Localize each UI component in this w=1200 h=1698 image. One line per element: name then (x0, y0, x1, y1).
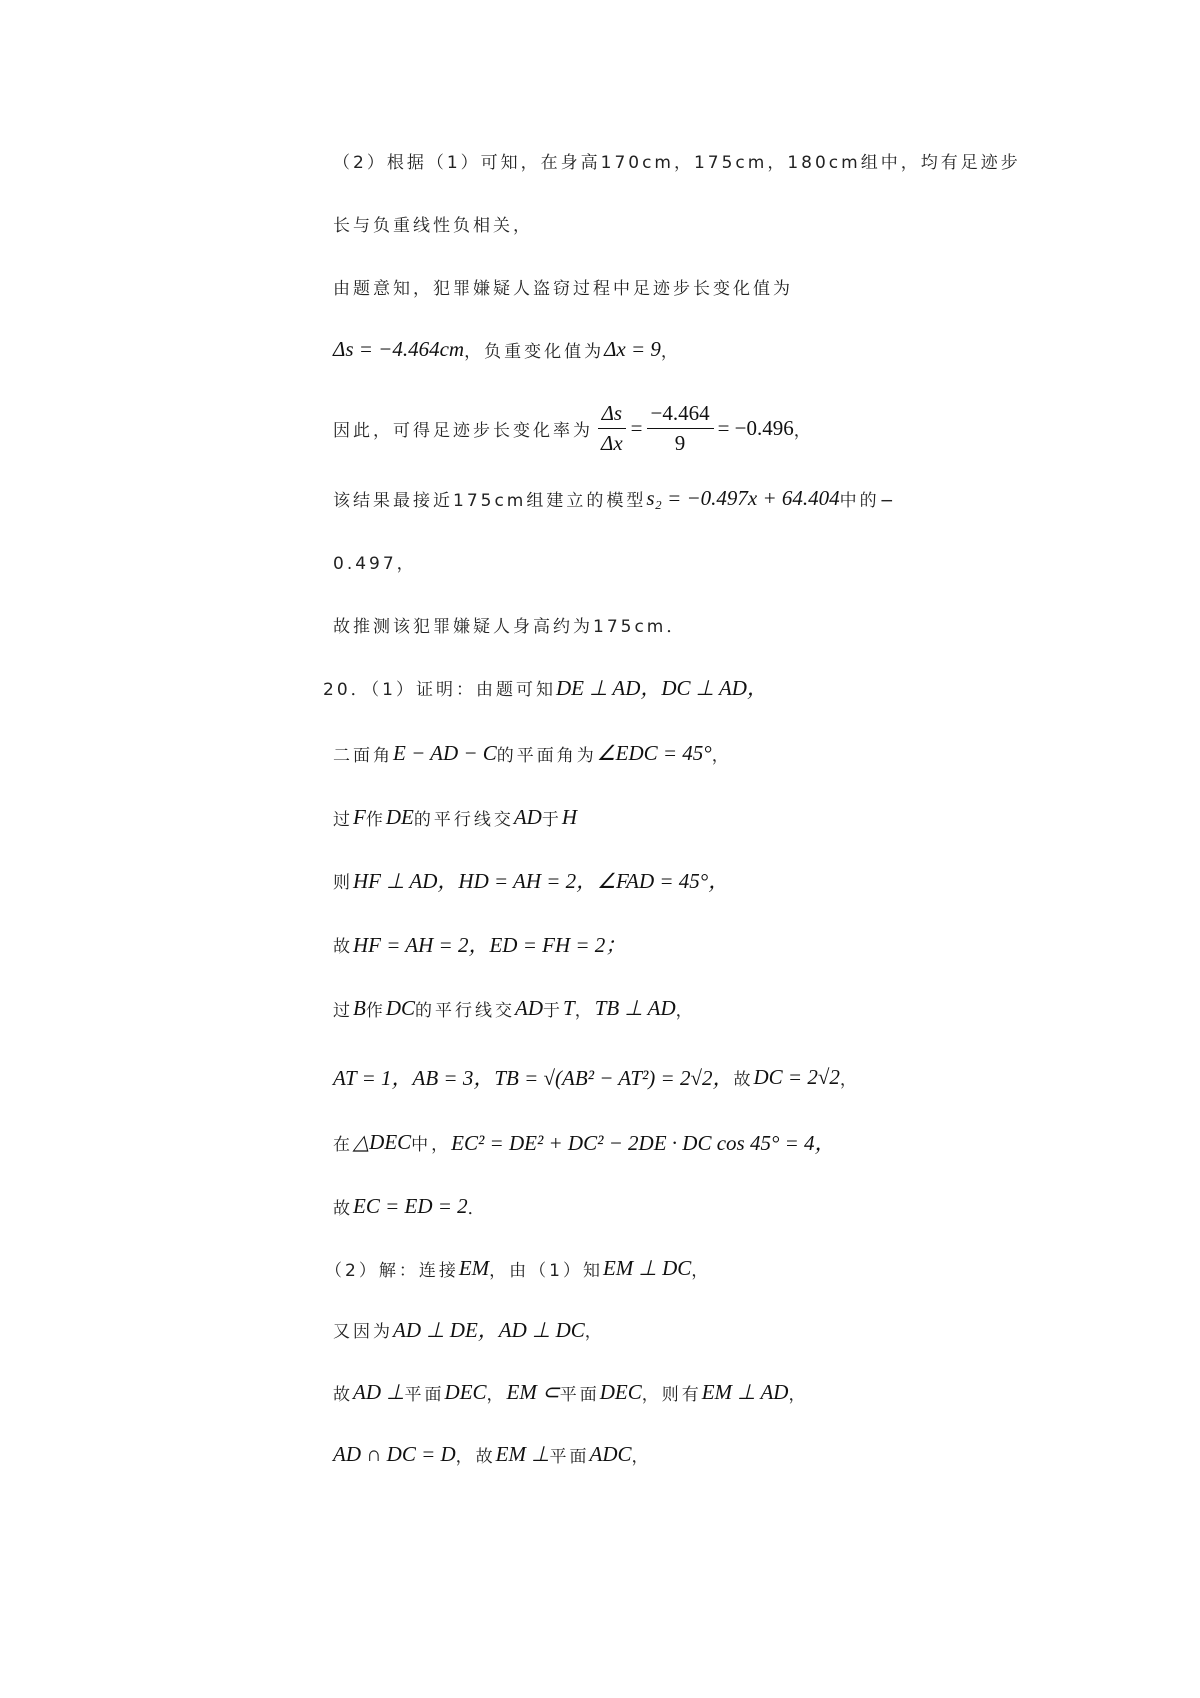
math-operator: = (630, 415, 643, 440)
text-line (333, 924, 626, 964)
math-expression: EM ⊥ AD (701, 1379, 789, 1404)
text-segment: ， (839, 1069, 860, 1090)
math-expression: = −0.496 (717, 415, 794, 440)
math-expression: AD ⊥ (353, 1379, 405, 1404)
text-line (333, 140, 1021, 180)
math-expression: H (561, 804, 577, 829)
text-segment: 二面角 (333, 745, 393, 766)
text-segment: 于 (543, 1000, 564, 1021)
math-expression: EM ⊥ (495, 1441, 550, 1466)
text-segment: 作 (365, 1000, 386, 1021)
text-segment: 平面 (549, 1446, 590, 1467)
text-segment: 故推测该犯罪嫌疑人身高约为175cm． (333, 616, 687, 637)
math-expression: s₂ = −0.497x + 64.404 (646, 485, 840, 510)
text-line (333, 1057, 860, 1097)
text-segment: ， (675, 1000, 696, 1021)
text-line (333, 203, 533, 243)
text-segment: 的平行线交 (413, 809, 514, 830)
text-line (333, 1122, 836, 1162)
text-line (333, 988, 696, 1028)
text-segment: ， (574, 1000, 595, 1021)
fraction-denominator: 9 (674, 430, 686, 455)
math-expression: DE ⊥ AD，DC ⊥ AD， (555, 676, 768, 700)
math-expression: AD ⊥ DE，AD ⊥ DC (393, 1318, 585, 1342)
text-segment: 故 (333, 1198, 353, 1219)
math-expression: ADC (589, 1441, 632, 1466)
text-segment: ， (711, 745, 732, 766)
math-expression: TB ⊥ AD (594, 995, 676, 1020)
text-segment: 故 (333, 936, 353, 957)
math-expression: HF = AH = 2，ED = FH = 2； (353, 933, 627, 957)
fraction-numerator: Δs (598, 401, 627, 429)
text-segment: ， (584, 1321, 605, 1342)
text-line (333, 860, 729, 900)
text-line (333, 1186, 488, 1226)
math-expression: EC² = DE² + DC² − 2DE · DC cos 45° = 4， (451, 1131, 836, 1155)
text-segment: 平面 (404, 1384, 445, 1405)
math-expression: DC (385, 995, 416, 1020)
math-expression: EM (458, 1255, 490, 1280)
text-line (333, 733, 732, 773)
fraction (647, 401, 714, 456)
text-segment: 作 (365, 809, 386, 830)
fraction (597, 401, 627, 456)
text-segment: 又因为 (333, 1321, 393, 1342)
text-line (333, 329, 681, 369)
question-heading-line (323, 667, 768, 707)
text-segment: ． (467, 1198, 488, 1219)
text-segment: 在 (333, 1134, 353, 1155)
text-line (333, 1309, 605, 1349)
text-segment: ， (793, 420, 814, 441)
text-segment: 中的− (839, 490, 897, 511)
text-segment: 过 (333, 1000, 353, 1021)
text-segment: 长与负重线性负相关， (333, 215, 533, 236)
math-expression: HF ⊥ AD，HD = AH = 2，∠FAD = 45°， (353, 869, 730, 893)
math-expression: DEC (599, 1379, 642, 1404)
math-expression: ∠EDC = 45° (596, 740, 712, 765)
math-expression: EC = ED = 2 (353, 1193, 468, 1218)
math-expression: DEC (444, 1379, 487, 1404)
math-expression: AD (515, 995, 544, 1020)
math-expression: E − AD − C (393, 740, 497, 765)
math-expression: F (353, 804, 366, 829)
text-segment: ，则有 (641, 1384, 702, 1405)
text-segment: 则 (333, 872, 353, 893)
text-line (333, 1434, 652, 1474)
math-expression: AD ∩ DC = D (333, 1441, 456, 1466)
text-segment: ，负重变化值为 (464, 341, 605, 362)
text-segment: ， (660, 341, 681, 362)
math-expression: DC = 2√2 (753, 1064, 840, 1089)
text-segment: 平面 (559, 1384, 600, 1405)
text-segment: ， (486, 1384, 507, 1405)
text-line (333, 266, 793, 306)
text-segment: 该结果最接近175cm组建立的模型 (333, 490, 647, 511)
text-segment: 过 (333, 809, 353, 830)
text-segment: 故 (733, 1069, 754, 1090)
text-line (333, 400, 814, 456)
text-segment: （2）根据（1）可知，在身高170cm，175cm，180cm组中，均有足迹步 (333, 152, 1021, 173)
math-expression: Δs = −4.464cm (333, 336, 465, 361)
text-segment: ， (788, 1384, 809, 1405)
math-expression: AD (513, 804, 542, 829)
text-segment: 的平面角为 (496, 745, 597, 766)
math-expression: AT = 1，AB = 3，TB = √(AB² − AT²) = 2√2， (333, 1066, 734, 1090)
math-expression: T (563, 995, 575, 1020)
text-line (325, 1248, 711, 1288)
math-expression: DE (385, 804, 414, 829)
fraction-numerator: −4.464 (647, 401, 714, 429)
text-line (333, 797, 577, 837)
fraction-denominator: Δx (601, 430, 623, 455)
text-segment: 20．（1）证明：由题可知 (323, 679, 556, 700)
math-expression: B (353, 995, 366, 1020)
text-segment: 中， (411, 1134, 452, 1155)
text-segment: ， (631, 1446, 652, 1467)
text-segment: （2）解：连接 (325, 1260, 459, 1281)
text-line (333, 604, 686, 644)
text-line (333, 541, 417, 581)
math-expression: △DEC (353, 1129, 412, 1154)
text-segment: 故 (333, 1384, 353, 1405)
text-segment: 0.497， (333, 553, 417, 574)
text-segment: ，由（1）知 (489, 1260, 603, 1281)
math-expression: EM ⊂ (506, 1379, 560, 1404)
text-line (333, 1372, 808, 1412)
text-segment: 的平行线交 (415, 1000, 516, 1021)
math-expression: EM ⊥ DC (602, 1255, 692, 1280)
text-segment: 由题意知，犯罪嫌疑人盗窃过程中足迹步长变化值为 (333, 278, 793, 299)
text-segment: 于 (541, 809, 562, 830)
text-segment: 因此，可得足迹步长变化率为 (333, 420, 593, 441)
math-expression: Δx = 9 (604, 336, 661, 361)
text-line (333, 478, 897, 518)
text-segment: ， (691, 1260, 712, 1281)
text-segment: ，故 (455, 1446, 496, 1467)
